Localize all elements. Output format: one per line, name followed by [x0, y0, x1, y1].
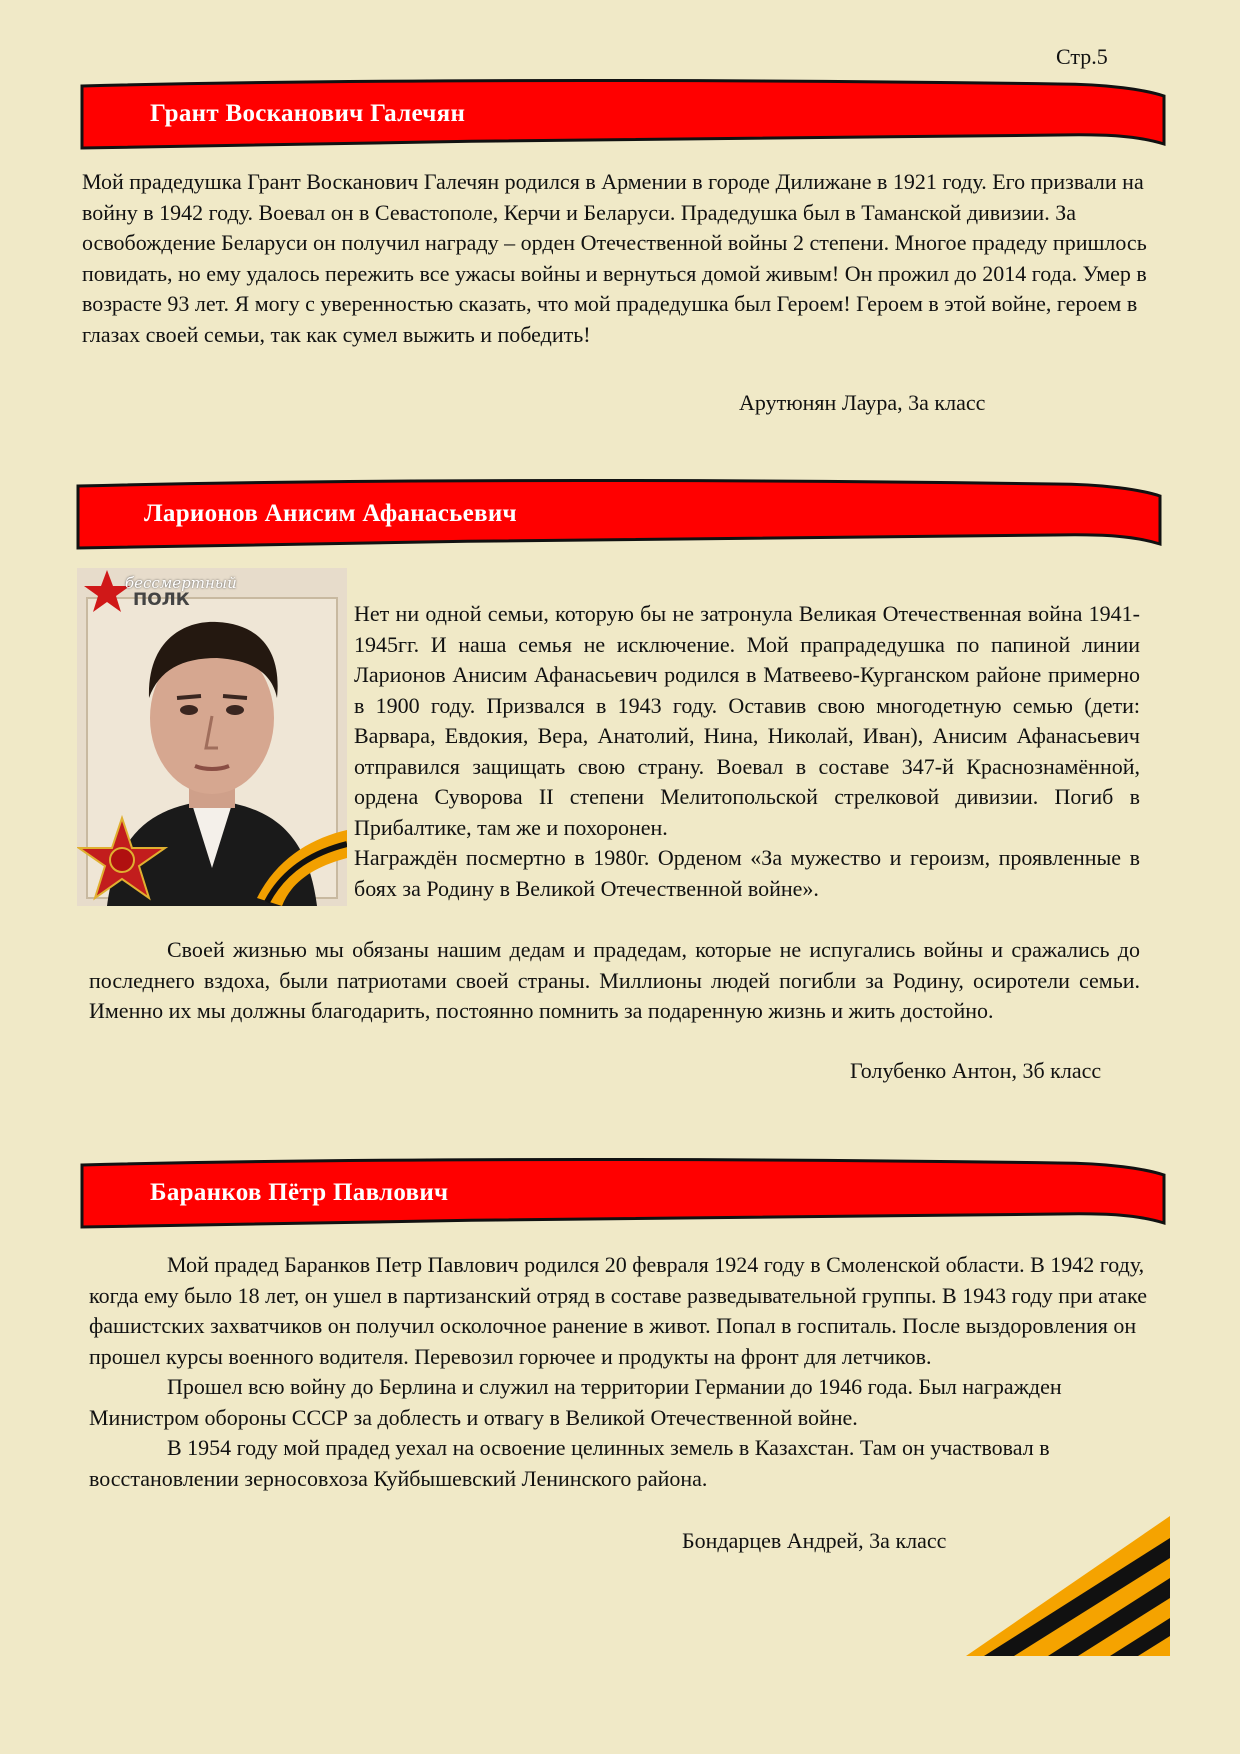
signature: Арутюнян Лаура, 3а класс: [739, 390, 986, 415]
paragraph: Мой прадедушка Грант Восканович Галечян родился в Армении в городе Дилижане в 1921 году. Его призвали на войну в 1942 году. Воевал он в Севастополе, Керчи и Беларуси. Прадедушка был в Таманской дивизии. За освобождение Беларуси он получил награду – орден Отечественной войны 2 степени. Многое прадеду пришлось повидать, но ему удалось пережить все ужасы войны и вернуться домой живым! Он прожил до 2014 года. Умер в возрасте 93 лет. Я могу с уверенностью сказать, что мой прадедушка был Героем! Героем в этой войне, героем в глазах своей семьи, так как сумел выжить и победить!: [82, 169, 1147, 347]
photo-caption-bottom: ПОЛК: [133, 590, 190, 610]
paragraph: Нет ни одной семьи, которую бы не затронула Великая Отечественная война 1941-1945гг. И наша семья не исключение. Мой прапрадедушка по папиной линии Ларионов Анисим Афанасьевич родился в Матвеево-Курганском районе примерно в 1900 году. Призвался в 1943 году. Оставив свою многодетную семью (дети: Варвара, Евдокия, Вера, Анатолий, Нина, Николай, Иван), Анисим Афанасьевич отправился защищать свою страну. Воевал в составе 347-й Краснознамённой, ордена Суворова II степени Мелитопольской стрелковой дивизии. Погиб в Прибалтике, там же и похоронен.: [354, 601, 1140, 840]
paragraph: Своей жизнью мы обязаны нашим дедам и прадедам, которые не испугались войны и сражались до последнего вздоха, были патриотами своей страны. Миллионы людей погибли за Родину, осиротели семьи. Именно их мы должны благодарить, постоянно помнить за подаренную жизнь и жить достойно.: [89, 937, 1140, 1023]
paragraph: Прошел всю войну до Берлина и служил на территории Германии до 1946 года. Был награжден Министром обороны СССР за доблесть и отвагу в Великой Отечественной войне.: [89, 1374, 1062, 1430]
paragraph: Награждён посмертно в 1980г. Орденом «За мужество и героизм, проявленные в боях за Родину в Великой Отечественной войне».: [354, 845, 1140, 901]
page-number: Стр.5: [1056, 44, 1108, 69]
paragraph: В 1954 году мой прадед уехал на освоение целинных земель в Казахстан. Там он участвовал в восстановлении зерносовхоза Куйбышевский Ленинского района.: [89, 1435, 1050, 1491]
paragraph: Мой прадед Баранков Петр Павлович родился 20 февраля 1924 году в Смоленской области. В 1942 году, когда ему было 18 лет, он ушел в партизанский отряд в составе разведывательной группы. В 1943 году при атаке фашистских захватчиков он получил осколочное ранение в живот. Попал в госпиталь. После выздоровления он прошел курсы военного водителя. Перевозил горючее и продукты на фронт для летчиков.: [89, 1252, 1148, 1369]
section-title: Баранков Пётр Павлович: [150, 1179, 449, 1206]
section-title: Ларионов Анисим Афанасьевич: [144, 500, 517, 527]
section-banner-3: [78, 1157, 1168, 1233]
st-george-ribbon-decoration: [966, 1516, 1170, 1656]
section-text-2a: [354, 599, 1140, 904]
signature: Бондарцев Андрей, 3а класс: [682, 1528, 947, 1553]
section-text-1: [82, 167, 1162, 350]
photo-caption-top: бессмертный: [125, 574, 237, 592]
signature: Голубенко Антон, 3б класс: [850, 1058, 1102, 1083]
section-text-2b: [89, 935, 1140, 1027]
section-text-3: [89, 1250, 1159, 1494]
section-title: Грант Восканович Галечян: [150, 100, 466, 127]
section-banner-2: [74, 478, 1164, 554]
portrait-photo: [77, 568, 347, 906]
section-banner-1: [78, 78, 1168, 154]
